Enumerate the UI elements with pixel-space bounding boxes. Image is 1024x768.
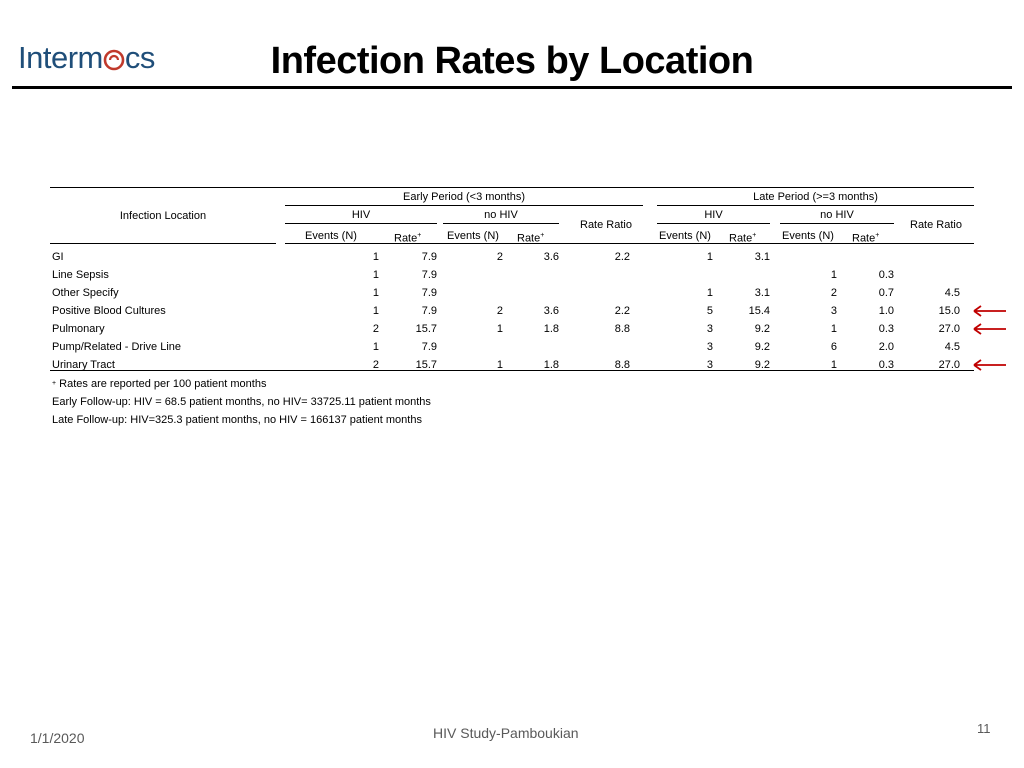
cell-e-hiv-n: 1 [372,287,379,299]
cell-e-nohiv-n: 1 [496,323,503,335]
late-nohiv-rate-header [852,229,879,246]
row-location: Other Specify [52,287,119,299]
cell-l-nohiv-r: 1.0 [878,305,894,317]
rates-note-text: Rates are reported per 100 patient months [59,378,267,390]
page-title: Infection Rates by Location [270,40,754,82]
cell-e-hiv-n: 1 [372,251,379,263]
cell-l-nohiv-r: 0.7 [878,287,894,299]
logo-text-start: Interm [18,40,103,75]
cell-e-nohiv-r: 1.8 [543,359,559,371]
footer-center-text: HIV Study-Pamboukian [433,725,579,741]
rate-mark: + [417,232,422,239]
cell-l-nohiv-r: 2.0 [878,341,894,353]
early-hiv-header: HIV [351,209,371,221]
early-hiv-events-header: Events (N) [305,230,357,242]
early-hiv-rule [285,223,437,224]
cell-e-nohiv-n: 1 [496,359,503,371]
cell-e-hiv-r: 7.9 [421,251,437,263]
cell-e-rr: 2.2 [614,305,630,317]
cell-e-nohiv-r: 3.6 [543,305,559,317]
cell-e-hiv-n: 1 [372,341,379,353]
early-period-rule [285,205,643,206]
cell-e-hiv-r: 7.9 [421,269,437,281]
cell-l-nohiv-r: 0.3 [878,323,894,335]
early-nohiv-header: no HIV [484,209,518,221]
cell-l-hiv-r: 9.2 [754,323,770,335]
cell-l-hiv-r: 9.2 [754,341,770,353]
rate-label: Rate [852,232,876,245]
cell-e-hiv-r: 7.9 [421,341,437,353]
rate-mark: + [752,232,757,239]
late-nohiv-events-header: Events (N) [782,230,834,242]
cell-e-hiv-n: 1 [372,269,379,281]
row-location: Line Sepsis [52,269,109,281]
logo-text-end: cs [124,40,155,75]
page-number: 11 [977,721,991,736]
title-rule [12,86,1012,89]
cell-l-nohiv-n: 3 [830,305,837,317]
early-rate-ratio-header: Rate Ratio [580,219,632,231]
cell-e-nohiv-r: 3.6 [543,251,559,263]
rate-mark: + [875,232,880,239]
late-period-rule [657,205,974,206]
cell-e-nohiv-n: 2 [496,251,503,263]
footnote-mark: + [52,380,57,387]
row-location: Positive Blood Cultures [52,305,166,317]
rate-label: Rate [394,232,418,245]
infection-location-header: Infection Location [119,210,207,222]
footer-date: 1/1/2020 [30,730,85,746]
late-followup-note: Late Follow-up: HIV=325.3 patient months, no HIV = 166137 patient months [52,414,422,426]
early-nohiv-rule [443,223,559,224]
cell-l-nohiv-n: 2 [830,287,837,299]
cell-l-hiv-n: 1 [706,251,713,263]
early-nohiv-events-header: Events (N) [447,230,499,242]
cell-l-hiv-r: 9.2 [754,359,770,371]
cell-l-rr: 27.0 [938,323,960,335]
late-nohiv-header: no HIV [820,209,854,221]
table-top-rule [50,187,974,188]
cell-e-hiv-r: 7.9 [421,287,437,299]
cell-l-hiv-n: 5 [706,305,713,317]
cell-l-hiv-r: 3.1 [754,287,770,299]
table-header-rule [50,243,276,244]
rate-label: Rate [517,232,541,245]
cell-l-hiv-r: 15.4 [748,305,770,317]
row-location: Pump/Related - Drive Line [52,341,182,353]
cell-e-hiv-r: 7.9 [421,305,437,317]
early-nohiv-rate-header [517,229,544,246]
cell-l-hiv-n: 3 [706,359,713,371]
cell-e-rr: 8.8 [614,359,630,371]
rate-label: Rate [729,232,753,245]
late-hiv-events-header: Events (N) [659,230,711,242]
cell-l-nohiv-r: 0.3 [878,269,894,281]
cell-l-nohiv-n: 6 [830,341,837,353]
cell-e-rr: 2.2 [614,251,630,263]
cell-e-hiv-n: 2 [372,359,379,371]
cell-e-hiv-r: 15.7 [415,359,437,371]
row-location: GI [52,251,64,263]
cell-l-nohiv-r: 0.3 [878,359,894,371]
cell-l-hiv-r: 3.1 [754,251,770,263]
late-hiv-header: HIV [704,209,723,221]
left-arrow-icon [972,322,1008,336]
late-nohiv-rule [780,223,894,224]
late-hiv-rate-header [729,229,756,246]
left-arrow-icon [972,358,1008,372]
cell-l-nohiv-n: 1 [830,359,837,371]
cell-l-rr: 15.0 [938,305,960,317]
cell-e-hiv-r: 15.7 [415,323,437,335]
left-arrow-icon [972,304,1008,318]
cell-e-hiv-n: 2 [372,323,379,335]
early-period-header: Early Period (<3 months) [403,191,525,203]
cell-l-hiv-n: 3 [706,323,713,335]
cell-l-rr: 27.0 [938,359,960,371]
late-hiv-rule [657,223,770,224]
late-rate-ratio-header: Rate Ratio [910,219,962,231]
cell-l-hiv-n: 1 [706,287,713,299]
cell-l-nohiv-n: 1 [830,269,837,281]
cell-e-nohiv-n: 2 [496,305,503,317]
late-period-header: Late Period (>=3 months) [753,191,878,203]
cell-l-nohiv-n: 1 [830,323,837,335]
row-location: Pulmonary [52,323,105,335]
cell-l-rr: 4.5 [944,341,960,353]
cell-l-rr: 4.5 [944,287,960,299]
rate-mark: + [540,232,545,239]
early-hiv-rate-header [394,229,421,246]
cell-e-hiv-n: 1 [372,305,379,317]
row-location: Urinary Tract [52,359,115,371]
cell-l-hiv-n: 3 [706,341,713,353]
early-followup-note: Early Follow-up: HIV = 68.5 patient months, no HIV= 33725.11 patient months [52,396,431,408]
cell-e-nohiv-r: 1.8 [543,323,559,335]
rates-footnote [52,377,266,391]
cell-e-rr: 8.8 [614,323,630,335]
